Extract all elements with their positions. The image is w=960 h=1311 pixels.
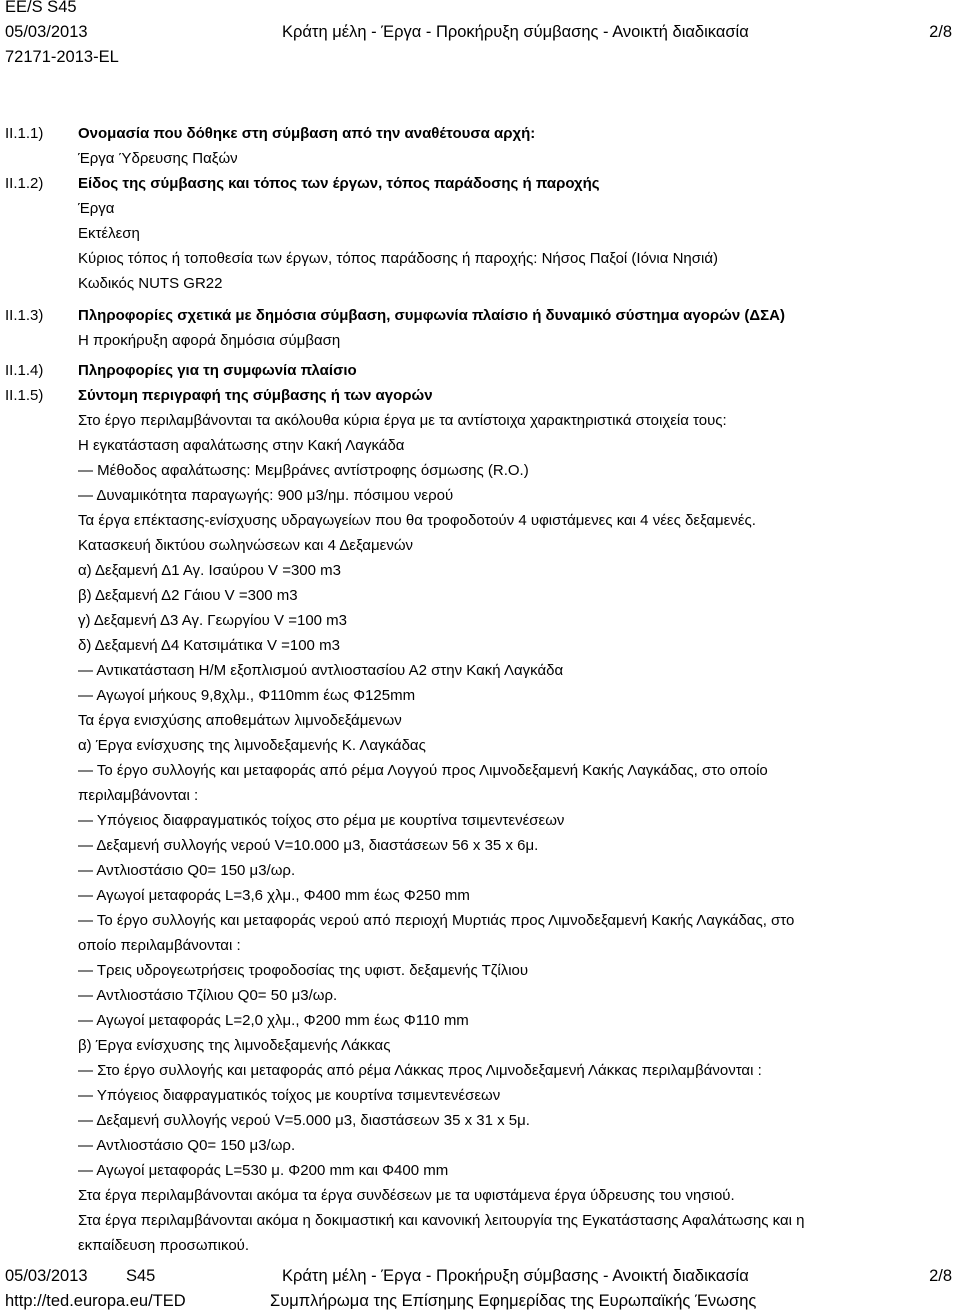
description-line: — Τρεις υδρογεωτρήσεις τροφοδοσίας της υφιστ. δεξαμενής Τζίλιου xyxy=(78,962,529,979)
nuts-code: Κωδικός NUTS GR22 xyxy=(78,275,223,292)
contract-type-works: Έργα xyxy=(78,200,115,217)
short-description-heading: Σύντομη περιγραφή της σύμβασης ή των αγορών xyxy=(78,387,433,404)
description-line: Η εγκατάσταση αφαλάτωσης στην Κακή Λαγκάδα xyxy=(78,437,405,454)
description-line: — Αντλιοστάσιο Q0= 150 μ3/ωρ. xyxy=(78,1137,296,1154)
description-line: α) Έργα ενίσχυσης της λιμνοδεξαμενής Κ. Λαγκάδας xyxy=(78,737,426,754)
section-number-II.1.1: II.1.1) xyxy=(5,125,44,142)
footer-series: S45 xyxy=(126,1267,156,1285)
header-doc-id: 72171-2013-EL xyxy=(5,48,119,66)
description-line: — Δεξαμενή συλλογής νερού V=5.000 μ3, διαστάσεων 35 x 31 x 5μ. xyxy=(78,1112,530,1129)
description-line: — Το έργο συλλογής και μεταφοράς από ρέμα Λογγού προς Λιμνοδεξαμενή Κακής Λαγκάδας, στο οποίο xyxy=(78,762,768,779)
description-line: — Μέθοδος αφαλάτωσης: Μεμβράνες αντίστροφης όσμωσης (R.O.) xyxy=(78,462,529,479)
header-date: 05/03/2013 xyxy=(5,23,88,41)
description-line: οποίο περιλαμβάνονται : xyxy=(78,937,241,954)
footer-date: 05/03/2013 xyxy=(5,1267,88,1285)
description-line: — Στο έργο συλλογής και μεταφοράς από ρέμα Λάκκας προς Λιμνοδεξαμενή Λάκκας περιλαμβάνονται : xyxy=(78,1062,762,1079)
public-contract-info-value: Η προκήρυξη αφορά δημόσια σύμβαση xyxy=(78,332,341,349)
description-line: — Αγωγοί μεταφοράς L=3,6 χλμ., Φ400 mm έως Φ250 mm xyxy=(78,887,470,904)
description-line: Στα έργα περιλαμβάνονται ακόμα τα έργα συνδέσεων με τα υφιστάμενα έργα ύδρευσης του νησιού. xyxy=(78,1187,735,1204)
contract-type-execution: Εκτέλεση xyxy=(78,225,140,242)
description-line: — Αγωγοί μεταφοράς L=530 μ. Φ200 mm και Φ400 mm xyxy=(78,1162,449,1179)
footer-supplement: Συμπλήρωμα της Επίσημης Εφημερίδας της Ευρωπαϊκής Ένωσης xyxy=(270,1292,757,1310)
description-line: Τα έργα επέκτασης-ενίσχυσης υδραγωγείων που θα τροφοδοτούν 4 υφιστάμενες και 4 νέες δεξαμενές. xyxy=(78,512,756,529)
footer-page-number: 2/8 xyxy=(929,1267,952,1285)
description-line: — Αγωγοί μήκους 9,8χλμ., Φ110mm έως Φ125mm xyxy=(78,687,416,704)
description-line: β) Έργα ενίσχυσης της λιμνοδεξαμενής Λάκκας xyxy=(78,1037,391,1054)
framework-agreement-heading: Πληροφορίες για τη συμφωνία πλαίσιο xyxy=(78,362,357,379)
description-line: Τα έργα ενισχύσης αποθεμάτων λιμνοδεξάμενων xyxy=(78,712,402,729)
description-line: εκπαίδευση προσωπικού. xyxy=(78,1237,250,1254)
contract-title-heading: Ονομασία που δόθηκε στη σύμβαση από την αναθέτουσα αρχή: xyxy=(78,125,536,142)
description-line: Στο έργο περιλαμβάνονται τα ακόλουθα κύρια έργα με τα αντίστοιχα χαρακτηριστικά στοιχεία τους: xyxy=(78,412,727,429)
description-line: α) Δεξαμενή Δ1 Αγ. Ισαύρου V =300 m3 xyxy=(78,562,341,579)
contract-type-heading: Είδος της σύμβασης και τόπος των έργων, τόπος παράδοσης ή παροχής xyxy=(78,175,600,192)
section-number-II.1.3: II.1.3) xyxy=(5,307,44,324)
description-line: δ) Δεξαμενή Δ4 Κατσιμάτικα V =100 m3 xyxy=(78,637,340,654)
description-line: περιλαμβάνονται : xyxy=(78,787,199,804)
description-line: — Αντλιοστάσιο Τζίλιου Q0= 50 μ3/ωρ. xyxy=(78,987,338,1004)
footer-url: http://ted.europa.eu/TED xyxy=(5,1292,186,1310)
description-line: γ) Δεξαμενή Δ3 Αγ. Γεωργίου V =100 m3 xyxy=(78,612,348,629)
description-line: — Υπόγειος διαφραγματικός τοίχος στο ρέμα με κουρτίνα τσιμεντενέσεων xyxy=(78,812,565,829)
header-page-number: 2/8 xyxy=(929,23,952,41)
description-line: — Αντικατάσταση Η/Μ εξοπλισμού αντλιοστασίου Α2 στην Κακή Λαγκάδα xyxy=(78,662,564,679)
description-line: — Υπόγειος διαφραγματικός τοίχος με κουρτίνα τσιμεντενέσεων xyxy=(78,1087,501,1104)
description-line: Κατασκευή δικτύου σωληνώσεων και 4 Δεξαμενών xyxy=(78,537,414,554)
section-number-II.1.4: II.1.4) xyxy=(5,362,44,379)
header-series: EE/S S45 xyxy=(5,0,77,16)
description-line: — Αγωγοί μεταφοράς L=2,0 χλμ., Φ200 mm έως Φ110 mm xyxy=(78,1012,469,1029)
description-line: — Δυναμικότητα παραγωγής: 900 μ3/ημ. πόσιμου νερού xyxy=(78,487,454,504)
description-line: — Δεξαμενή συλλογής νερού V=10.000 μ3, διαστάσεων 56 x 35 x 6μ. xyxy=(78,837,539,854)
description-line: β) Δεξαμενή Δ2 Γάιου V =300 m3 xyxy=(78,587,298,604)
header-title: Κράτη μέλη - Έργα - Προκήρυξη σύμβασης - Ανοικτή διαδικασία xyxy=(282,23,749,41)
section-number-II.1.2: II.1.2) xyxy=(5,175,44,192)
main-site-location: Κύριος τόπος ή τοποθεσία των έργων, τόπος παράδοσης ή παροχής: Νήσος Παξοί (Ιόνια Νησιά) xyxy=(78,250,719,267)
public-contract-info-heading: Πληροφορίες σχετικά με δημόσια σύμβαση, συμφωνία πλαίσιο ή δυναμικό σύστημα αγορών (ΔΣΑ) xyxy=(78,307,785,324)
footer-title: Κράτη μέλη - Έργα - Προκήρυξη σύμβασης - Ανοικτή διαδικασία xyxy=(282,1267,749,1285)
section-number-II.1.5: II.1.5) xyxy=(5,387,44,404)
description-line: Στα έργα περιλαμβάνονται ακόμα η δοκιμαστική και κανονική λειτουργία της Εγκατάστασης Αφαλάτωσης και η xyxy=(78,1212,805,1229)
description-line: — Το έργο συλλογής και μεταφοράς νερού από περιοχή Μυρτιάς προς Λιμνοδεξαμενή Κακής Λαγκάδας, στο xyxy=(78,912,795,929)
contract-title-value: Έργα Ύδρευσης Παξών xyxy=(78,150,238,167)
description-line: — Αντλιοστάσιο Q0= 150 μ3/ωρ. xyxy=(78,862,296,879)
